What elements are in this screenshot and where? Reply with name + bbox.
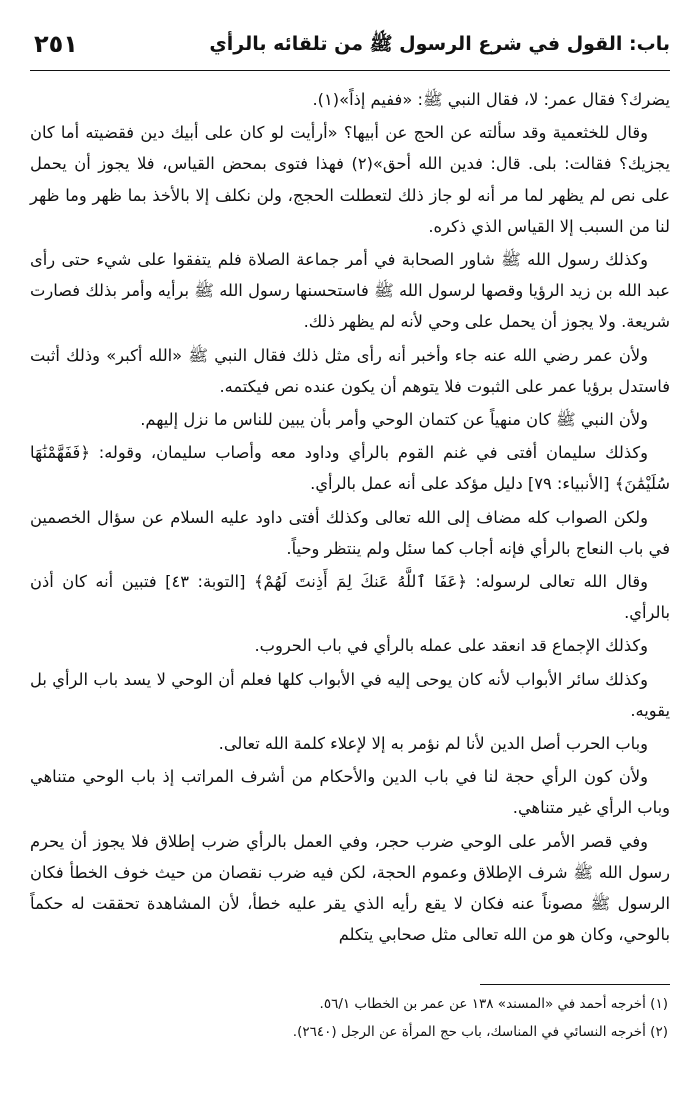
chapter-title: باب: القول في شرع الرسول ﷺ من تلقائه بالرأي bbox=[209, 33, 670, 55]
paragraph: ولكن الصواب كله مضاف إلى الله تعالى وكذلك أفتى داود عليه السلام عن سؤال الخصمين في باب النعاج بالرأي فإنه أجاب كما سئل ولم ينتظر وحياً. bbox=[30, 507, 670, 558]
paragraph: وقال للخثعمية وقد سألته عن الحج عن أبيها؟ «أرأيت لو كان على أبيك دين فقضيته أما كان يجزيك؟ فقالت: بلى. قال: فدين الله أحق»(٢) فهذا فتوى بمحض القياس، فلا يجوز أن يحمل على نص لم يظهر لما مر أنه لو جاز ذلك لتعطلت الحجج، ولن نكلف إلا بالأخذ بما ظهر وما ظهر لنا من السبب إلا القياس الذي ذكره. bbox=[30, 123, 670, 236]
footnote-1: (١) أخرجه أحمد في «المسند» ١٣٨ عن عمر بن الخطاب ٥٦/١. bbox=[319, 996, 668, 1012]
paragraph: وباب الحرب أصل الدين لأنا لم نؤمر به إلا لإعلاء كلمة الله تعالى. bbox=[218, 734, 648, 754]
paragraph: ولأن عمر رضي الله عنه جاء وأخبر أنه رأى مثل ذلك فقال النبي ﷺ «الله أكبر» وذلك أثبت فاستدل برؤيا عمر على الثبوت فلا يتوهم أن يكون عنده نص فيكتمه. bbox=[30, 345, 670, 396]
paragraph: وقال الله تعالى لرسوله: ﴿عَفَا ٱللَّهُ عَنكَ لِمَ أَذِنتَ لَهُمْ﴾ [التوبة: ٤٣] فتبين أنه كان أذن بالرأي. bbox=[30, 572, 670, 623]
page-number: ٢٥١ bbox=[34, 30, 78, 58]
paragraph: وكذلك رسول الله ﷺ شاور الصحابة في أمر جماعة الصلاة فلم يتفقوا على شيء حتى رأى عبد الله بن زيد الرؤيا وقصها لرسول الله ﷺ فاستحسنها رسول الله ﷺ برأيه وأمر بذلك فصارت شريعة. ولا يجوز أن يحمل على وحي لأنه لم يظهر ذلك. bbox=[30, 250, 670, 332]
running-header bbox=[30, 30, 670, 71]
paragraph: وكذلك سائر الأبواب لأنه كان يوحى إليه في الأبواب كلها فعلم أن الوحي لا يسد باب الرأي بل يقويه. bbox=[30, 669, 670, 720]
paragraph: وكذلك سليمان أفتى في غنم القوم بالرأي وداود معه وأصاب سليمان، وقوله: ﴿فَفَهَّمْنَٰهَا سُلَيْمَٰنَ﴾ [الأنبياء: ٧٩] دليل مؤكد على أنه عمل بالرأي. bbox=[30, 443, 670, 494]
body-text bbox=[30, 84, 670, 952]
footnote-divider bbox=[480, 984, 670, 985]
paragraph: يضرك؟ فقال عمر: لا، فقال النبي ﷺ: «ففيم إذاً»(١). bbox=[312, 90, 670, 109]
paragraph: ولأن النبي ﷺ كان منهياً عن كتمان الوحي وأمر بأن يبين للناس ما نزل إليهم. bbox=[140, 410, 648, 430]
paragraph: وفي قصر الأمر على الوحي ضرب حجر، وفي العمل بالرأي ضرب إطلاق فلا يجوز أن يحرم رسول الله ﷺ شرف الإطلاق وعموم الحجة، لكن فيه ضرب نقصان من حيث خوف الخطأ فكان الرسول ﷺ مصوناً عنه فكان لا يقع رأيه الذي يقر عليه خطأ، لأن المشاهدة تحققت له حكماً بالوحي، وكان هو من الله تعالى مثل صحابي يتكلم bbox=[30, 831, 670, 945]
paragraph: ولأن كون الرأي حجة لنا في باب الدين والأحكام من أشرف المراتب إذ باب الوحي متناهي وباب الرأي غير متناهي. bbox=[30, 767, 670, 818]
footnotes bbox=[30, 990, 668, 1046]
footnote-2: (٢) أخرجه النسائي في المناسك، باب حج المرأة عن الرجل (٢٦٤٠). bbox=[292, 1024, 668, 1040]
paragraph: وكذلك الإجماع قد انعقد على عمله بالرأي في باب الحروب. bbox=[254, 636, 648, 656]
